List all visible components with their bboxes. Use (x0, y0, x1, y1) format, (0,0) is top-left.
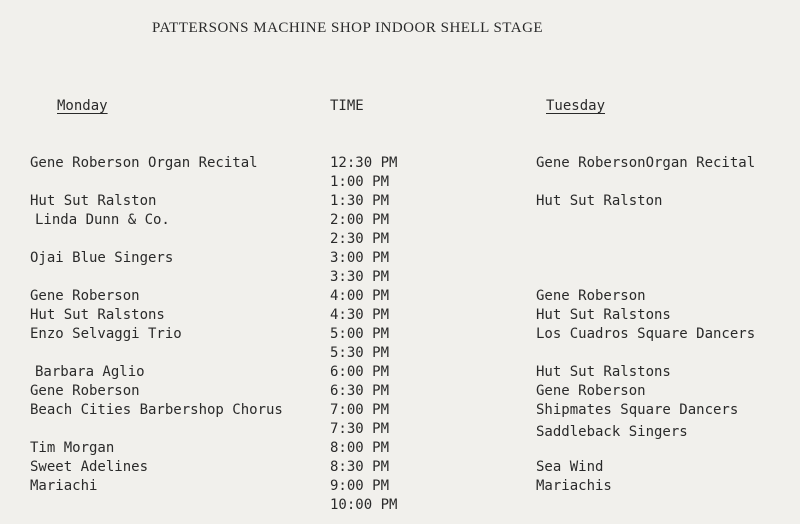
cell-time: 5:30 PM (330, 345, 390, 361)
cell-tuesday: Hut Sut Ralstons (536, 364, 671, 380)
cell-time: 2:30 PM (330, 231, 390, 247)
tuesday-header: Tuesday (546, 98, 606, 114)
cell-time: 3:00 PM (330, 250, 390, 266)
cell-tuesday: Los Cuadros Square Dancers (536, 326, 756, 342)
cell-monday: Hut Sut Ralstons (30, 307, 165, 323)
cell-tuesday: Saddleback Singers (536, 424, 688, 440)
cell-monday: Gene Roberson Organ Recital (30, 155, 258, 171)
cell-tuesday: Mariachis (536, 478, 612, 494)
page-title: PATTERSONS MACHINE SHOP INDOOR SHELL STAGE (152, 20, 544, 36)
cell-monday: Sweet Adelines (30, 459, 149, 475)
cell-monday: Linda Dunn & Co. (35, 212, 170, 228)
cell-time: 1:30 PM (330, 193, 390, 209)
cell-time: 4:00 PM (330, 288, 390, 304)
cell-tuesday: Gene RobersonOrgan Recital (536, 155, 756, 171)
monday-header: Monday (57, 98, 108, 114)
cell-tuesday: Hut Sut Ralstons (536, 307, 671, 323)
cell-time: 6:00 PM (330, 364, 390, 380)
cell-time: 4:30 PM (330, 307, 390, 323)
cell-tuesday: Shipmates Square Dancers (536, 402, 739, 418)
cell-time: 2:00 PM (330, 212, 390, 228)
cell-monday: Mariachi (30, 478, 98, 494)
cell-monday: Enzo Selvaggi Trio (30, 326, 182, 342)
cell-monday: Gene Roberson (30, 288, 140, 304)
cell-time: 12:30 PM (330, 155, 398, 171)
cell-tuesday: Sea Wind (536, 459, 604, 475)
cell-time: 3:30 PM (330, 269, 390, 285)
cell-time: 6:30 PM (330, 383, 390, 399)
cell-time: 1:00 PM (330, 174, 390, 190)
cell-time: 8:30 PM (330, 459, 390, 475)
cell-time: 9:00 PM (330, 478, 390, 494)
cell-monday: Ojai Blue Singers (30, 250, 174, 266)
cell-time: 7:00 PM (330, 402, 390, 418)
time-header: TIME (330, 98, 364, 114)
cell-time: 8:00 PM (330, 440, 390, 456)
cell-time: 7:30 PM (330, 421, 390, 437)
cell-time: 5:00 PM (330, 326, 390, 342)
cell-tuesday: Gene Roberson (536, 383, 646, 399)
cell-monday: Beach Cities Barbershop Chorus (30, 402, 283, 418)
cell-monday: Hut Sut Ralston (30, 193, 157, 209)
cell-tuesday: Hut Sut Ralston (536, 193, 663, 209)
cell-monday: Gene Roberson (30, 383, 140, 399)
cell-monday: Barbara Aglio (35, 364, 145, 380)
cell-monday: Tim Morgan (30, 440, 115, 456)
cell-tuesday: Gene Roberson (536, 288, 646, 304)
cell-time: 10:00 PM (330, 497, 398, 513)
